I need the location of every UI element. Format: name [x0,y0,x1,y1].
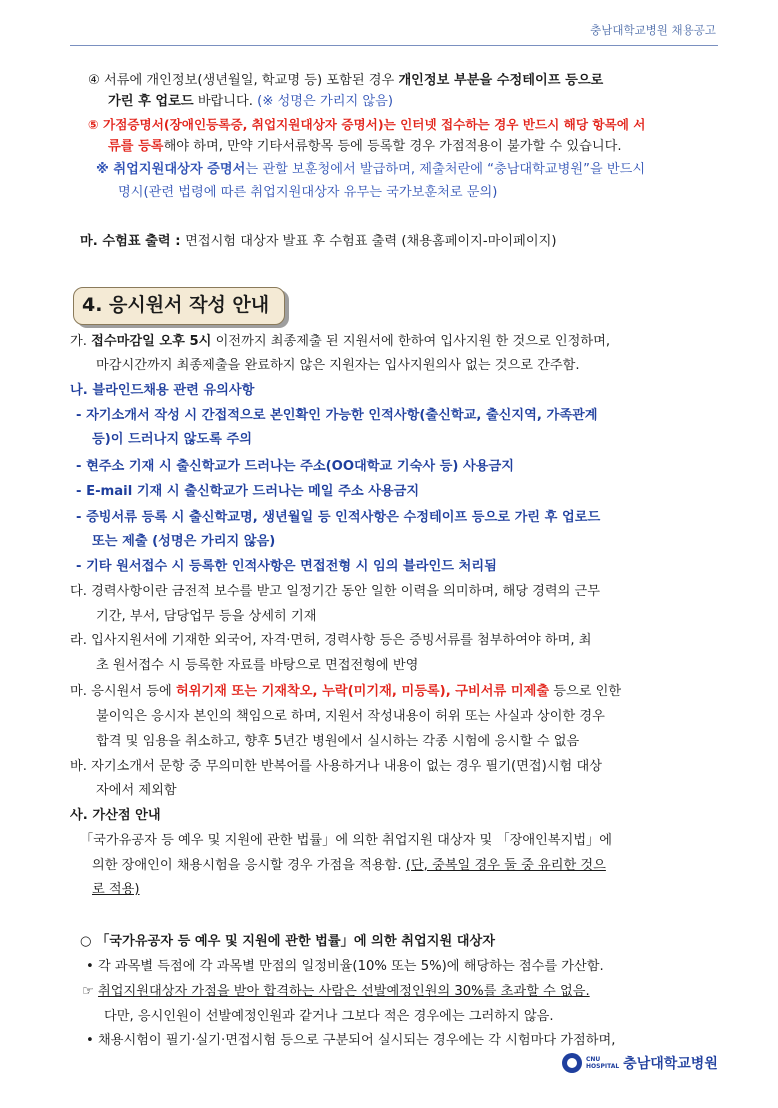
veterans-line1: • 각 과목별 득점에 각 과목별 만점의 일정비율(10% 또는 5%)에 해당하는 점수를 가산함. [86,959,604,974]
item-ma-line1 [70,682,621,702]
logo-small-top: CNU [586,1056,601,1063]
note-item-4-line2-bold: 가린 후 업로드 [108,94,194,109]
item-ra-line2: 초 원서접수 시 등록한 자료를 바탕으로 면접전형에 반영 [96,658,419,673]
item-sa-line1: 「국가유공자 등 예우 및 지원에 관한 법률」에 의한 취업지원 대상자 및 「장애인복지법」에 [80,833,612,848]
note-item-4-line2 [108,92,393,112]
note-veteran-line1 [96,160,645,180]
blind-rule-4: - 증빙서류 등록 시 출신학교명, 생년월일 등 인적사항은 수정테이프 등으로 가린 후 업로드 [76,510,601,525]
item-da-line2: 기간, 부서, 담당업무 등을 상세히 기재 [96,609,317,624]
blind-rule-2: - 현주소 기재 시 출신학교가 드러나는 주소(OO대학교 기숙사 등) 사용금지 [76,459,514,474]
item-sa-line2-underlined: (단, 중복일 경우 둘 중 유리한 것으 [405,858,606,873]
blind-rule-1-cont: 등)이 드러나지 않도록 주의 [92,432,252,447]
exam-ticket-label: 마. 수험표 출력 : [80,234,186,249]
note-item-4-line2-note: (※ 성명은 가리지 않음) [257,94,393,109]
section-title: 4. 응시원서 작성 안내 [82,294,270,316]
item-ga-line2: 마감시간까지 최종제출을 완료하지 않은 지원자는 입사지원의사 없는 것으로 간주함. [96,358,580,373]
item-da-line1: 다. 경력사항이란 금전적 보수를 받고 일정기간 동안 일한 이력을 의미하며, 해당 경력의 근무 [70,584,601,599]
veterans-title: ○ 「국가유공자 등 예우 및 지원에 관한 법률」에 의한 취업지원 대상자 [80,934,496,949]
item-ma-red: 허위기재 또는 기재착오, 누락(미기재, 미등록), 구비서류 미제출 [175,684,550,699]
item-sa-line2 [92,856,606,876]
item-ma-prefix: 마. 응시원서 등에 [70,684,176,699]
note-veteran-bold: ※ 취업지원대상자 증명서 [96,162,246,177]
item-ba-line2: 자에서 제외함 [96,783,177,798]
hospital-emblem-icon [562,1053,582,1073]
item-ma-rest: 등으로 인한 [549,684,622,699]
page-header-title: 충남대학교병원 채용공고 [590,23,716,37]
note-item-5-line2 [108,137,622,157]
item-ba-line1: 바. 자기소개서 문항 중 무의미한 반복어를 사용하거나 내용이 없는 경우 필기(면접)시험 대상 [70,759,602,774]
exam-ticket-line [80,232,557,252]
blind-rule-3: - E-mail 기재 시 출신학교가 드러나는 메일 주소 사용금지 [76,484,420,499]
veterans-line4: • 채용시험이 필기·실기·면접시험 등으로 구분되어 실시되는 경우에는 각 시험마다 가점하며, [86,1033,616,1048]
note-item-4-line2-rest: 바랍니다. [193,94,258,109]
note-item-4-prefix: ④ 서류에 개인정보(생년월일, 학교명 등) 포함된 경우 [88,73,399,88]
note-veteran-rest: 는 관할 보훈청에서 발급하며, 제출처란에 “충남대학교병원”을 반드시 [245,162,646,177]
hospital-logo [562,1053,718,1073]
note-item-5-line2-red: 류를 등록 [108,139,164,154]
veterans-line2 [82,982,590,1002]
logo-small-bottom: HOSPITAL [586,1063,620,1070]
veterans-line2-underlined: 취업지원대상자 가점을 받아 합격하는 사람은 선발예정인원의 30%를 초과할 수 없음. [98,984,590,999]
item-na-title: 나. 블라인드채용 관련 유의사항 [70,383,255,398]
item-ga-line1 [70,332,610,352]
item-sa-line2-plain: 의한 장애인이 채용시험을 응시할 경우 가점을 적용함. [92,858,406,873]
note-item-4-line1 [88,71,603,91]
logo-text: 충남대학교병원 [623,1056,718,1072]
item-ga-rest: 이전까지 최종제출 된 지원서에 한하여 입사지원 한 것으로 인정하며, [211,334,611,349]
exam-ticket-text: 면접시험 대상자 발표 후 수험표 출력 (채용홈페이지-마이페이지) [185,234,557,249]
blind-rule-5: - 기타 원서접수 시 등록한 인적사항은 면접전형 시 임의 블라인드 처리됨 [76,559,497,574]
veterans-line3: 다만, 응시인원이 선발예정인원과 같거나 그보다 적은 경우에는 그러하지 않음. [104,1009,554,1024]
item-ga-prefix: 가. [70,334,92,349]
note-veteran-line2: 명시(관련 법령에 따른 취업지원대상자 유무는 국가보훈처로 문의) [118,185,498,200]
item-ga-bold: 접수마감일 오후 5시 [91,334,212,349]
note-item-5-line2-rest: 해야 하며, 만약 기타서류항목 등에 등록할 경우 가점적용이 불가할 수 있습니다. [163,139,622,154]
blind-rule-4-cont: 또는 제출 (성명은 가리지 않음) [92,534,276,549]
blind-rule-1: - 자기소개서 작성 시 간접적으로 본인확인 가능한 인적사항(출신학교, 출신지역, 가족관계 [76,408,598,423]
header-divider [70,45,718,46]
item-sa-line3: 로 적용) [92,882,140,897]
logo-small-text [586,1056,619,1070]
note-item-5-line1: ⑤ 가점증명서(장애인등록증, 취업지원대상자 증명서)는 인터넷 접수하는 경우 반드시 해당 항목에 서 [88,117,646,132]
item-ma-line2: 불이익은 응시자 본인의 책임으로 하며, 지원서 작성내용이 허위 또는 사실과 상이한 경우 [96,709,605,724]
item-ra-line1: 라. 입사지원서에 기재한 외국어, 자격·면허, 경력사항 등은 증빙서류를 첨부하여야 하며, 최 [70,633,592,648]
item-sa-title: 사. 가산점 안내 [70,808,161,823]
item-ma-line3: 합격 및 임용을 취소하고, 향후 5년간 병원에서 실시하는 각종 시험에 응시할 수 없음 [96,734,580,749]
pointing-hand-icon: ☞ [82,984,99,999]
note-item-4-bold: 개인정보 부분을 수정테이프 등으로 [398,73,604,88]
